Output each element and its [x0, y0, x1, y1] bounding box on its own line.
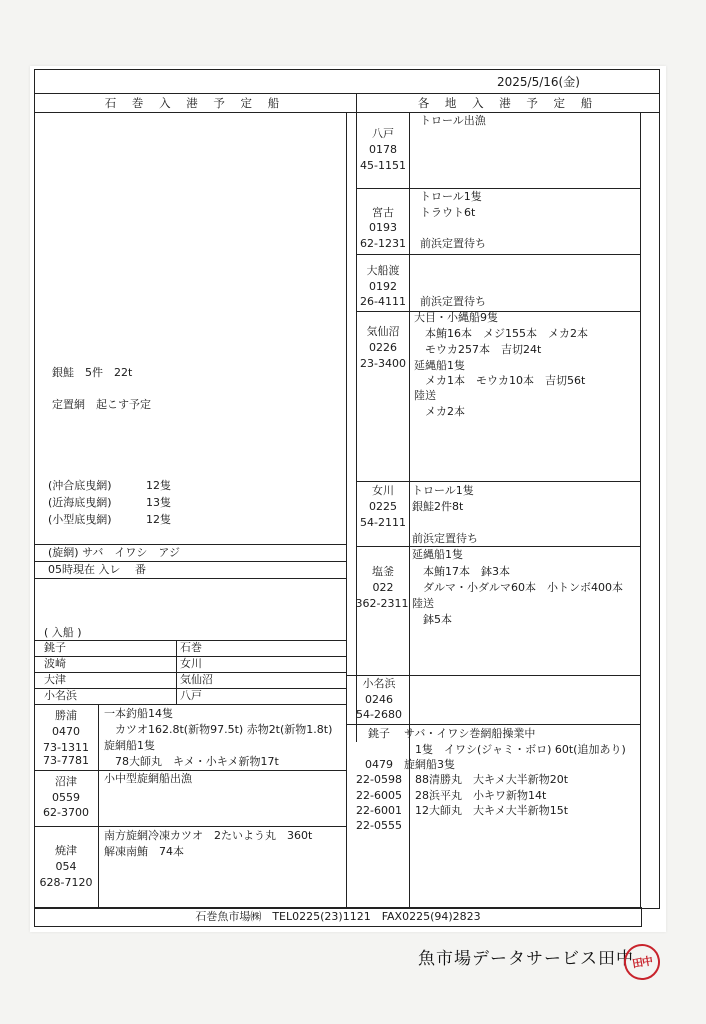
shiogama-line: ダルマ・小ダルマ60本 小トンボ400本 [412, 581, 623, 594]
kesennuma-line: メカ1本 モウカ10本 吉切56t [414, 374, 586, 387]
region-tel-choshi: 22-6005 [356, 789, 402, 802]
region-name-ofunato: 大船渡 [366, 264, 400, 277]
choshi-line: 旋網船3隻 [404, 758, 455, 771]
line-region-label-split [409, 112, 410, 907]
port-code-katsuura: 0470 [52, 725, 80, 738]
region-tel-ofunato: 26-4111 [360, 295, 406, 308]
kesennuma-line: メカ2本 [414, 405, 465, 418]
grid-cell: 波崎 [44, 657, 66, 670]
line-header-bottom [34, 112, 660, 113]
teichiami-line: 定置網 起こす予定 [52, 398, 151, 411]
seal-stamp-text: 田中 [631, 954, 654, 971]
kesennuma-line: 大目・小縄船9隻 [414, 311, 498, 324]
region-tel-choshi: 22-0598 [356, 773, 402, 786]
katsuura-line: 旋網船1隻 [104, 739, 155, 752]
choshi-line: 12大師丸 大キメ大半新物15t [404, 804, 569, 817]
port-tel-yaizu: 628-7120 [39, 876, 93, 889]
region-code-kesennuma: 0226 [369, 341, 397, 354]
line-grid-split [176, 640, 177, 704]
yaizu-line: 解凍南鮪 74本 [104, 845, 184, 858]
trawl-label-2: (小型底曳網) [48, 513, 112, 526]
region-name-choshi: 銚子 [368, 727, 390, 740]
line-makiami-top [34, 544, 346, 545]
line-numazu-bottom [34, 826, 346, 827]
shiogama-line: 陸送 [412, 597, 434, 610]
katsuura-line: 78大師丸 キメ・小キメ新物17t [104, 755, 279, 768]
makiami-status: 05時現在 入レ 番 [48, 563, 146, 576]
miyako-line: トラウト6t [420, 206, 476, 219]
grid-cell: 銚子 [44, 641, 66, 654]
onagawa-line: トロール1隻 [412, 484, 474, 497]
line-grid-4 [34, 704, 346, 705]
region-tel-onahama: 54-2680 [356, 708, 402, 721]
line-region-0 [356, 188, 640, 189]
region-code-hachinohe: 0178 [369, 143, 397, 156]
choshi-line: 1隻 イワシ(ジャミ・ボロ) 60t(追加あり) [404, 743, 626, 756]
line-region-1 [356, 254, 640, 255]
katsuura-line: 一本釣船14隻 [104, 707, 173, 720]
kesennuma-line: モウカ257本 吉切24t [414, 343, 542, 356]
choshi-line: 88清勝丸 大キメ大半新物20t [404, 773, 569, 786]
line-katsuura-bottom [34, 770, 346, 771]
choshi-line: サバ・イワシ巻網船操業中 [404, 727, 536, 740]
grid-cell: 女川 [180, 657, 202, 670]
shiogama-line: 延縄船1隻 [412, 548, 463, 561]
port-tel-numazu: 62-3700 [43, 806, 89, 819]
onagawa-line: 銀鮭2件8t [412, 500, 464, 513]
line-region-5 [346, 675, 640, 676]
region-code-ofunato: 0192 [369, 280, 397, 293]
line-region-3 [356, 481, 640, 482]
trawl-count-1: 13隻 [146, 496, 171, 509]
trawl-label-0: (沖合底曳網) [48, 479, 112, 492]
nyusen-label: ( 入船 ) [44, 626, 82, 639]
line-left-right-border [346, 112, 347, 742]
region-tel-miyako: 62-1231 [360, 237, 406, 250]
region-name-onagawa: 女川 [372, 484, 394, 497]
yaizu-line: 南方旋網冷凍カツオ 2たいよう丸 360t [104, 829, 313, 842]
hachinohe-line: トロール出漁 [420, 114, 486, 127]
region-name-kesennuma: 気仙沼 [366, 325, 400, 338]
line-region-outer-left-2 [346, 742, 347, 907]
line-region-right [640, 112, 641, 907]
port-code-yaizu: 054 [55, 860, 77, 873]
port-name-numazu: 沼津 [55, 775, 77, 788]
shiogama-line: 本鮪17本 鉢3本 [412, 565, 510, 578]
trawl-count-2: 12隻 [146, 513, 171, 526]
region-name-hachinohe: 八戸 [372, 127, 394, 140]
port-tel2-katsuura: 73-7781 [43, 754, 89, 767]
ofunato-line: 前浜定置待ち [420, 295, 486, 308]
grid-cell: 大津 [44, 673, 66, 686]
region-code-miyako: 0193 [369, 221, 397, 234]
region-code-shiogama: 022 [372, 581, 394, 594]
port-code-numazu: 0559 [52, 791, 80, 804]
line-port-name-split [98, 704, 99, 907]
line-header-split [356, 93, 357, 112]
region-tel-shiogama: 362-2311 [355, 597, 409, 610]
region-tel-choshi: 22-6001 [356, 804, 402, 817]
onagawa-line: 前浜定置待ち [412, 532, 478, 545]
katsuura-line: カツオ162.8t(新物97.5t) 赤物2t(新物1.8t) [104, 723, 333, 736]
region-tel-kesennuma: 23-3400 [360, 357, 406, 370]
trawl-count-0: 12隻 [146, 479, 171, 492]
ginzake-line: 銀鮭 5件 22t [52, 366, 133, 379]
line-region-2 [356, 311, 640, 312]
grid-cell: 気仙沼 [180, 673, 213, 686]
shiogama-line: 鉢5本 [412, 613, 452, 626]
region-tel-choshi: 22-0555 [356, 819, 402, 832]
kesennuma-line: 本鮪16本 メジ155本 メカ2本 [414, 327, 588, 340]
line-date-bottom [34, 93, 660, 94]
line-makiami-bottom [34, 578, 346, 579]
left-header: 石 巻 入 港 予 定 船 [104, 96, 286, 110]
grid-cell: 石巻 [180, 641, 202, 654]
port-tel-katsuura: 73-1311 [43, 741, 89, 754]
region-tel-onagawa: 54-2111 [360, 516, 406, 529]
miyako-line: トロール1隻 [420, 190, 482, 203]
region-code-onagawa: 0225 [369, 500, 397, 513]
kesennuma-line: 延縄船1隻 [414, 359, 465, 372]
line-makiami-mid [34, 561, 346, 562]
line-region-4 [356, 546, 640, 547]
makiami-title: (旋網) サバ イワシ アジ [48, 546, 180, 559]
miyako-line: 前浜定置待ち [420, 237, 486, 250]
line-region-outer-left [356, 112, 357, 742]
trawl-label-1: (近海底曳網) [48, 496, 112, 509]
report-date: 2025/5/16(金) [497, 75, 580, 89]
line-region-6 [346, 724, 640, 725]
port-name-katsuura: 勝浦 [55, 709, 77, 722]
footer-contact: 石巻魚市場㈱ TEL0225(23)1121 FAX0225(94)2823 [195, 910, 481, 923]
region-tel-hachinohe: 45-1151 [360, 159, 406, 172]
right-header: 各 地 入 港 予 定 船 [417, 96, 599, 110]
port-name-yaizu: 焼津 [55, 844, 77, 857]
grid-cell: 小名浜 [44, 689, 77, 702]
region-code-choshi: 0479 [365, 758, 393, 771]
region-name-shiogama: 塩釜 [372, 565, 394, 578]
choshi-line: 28浜平丸 小キワ新物14t [404, 789, 547, 802]
region-code-onahama: 0246 [365, 693, 393, 706]
kesennuma-line: 陸送 [414, 389, 436, 402]
numazu-line: 小中型旋網船出漁 [104, 772, 192, 785]
region-name-onahama: 小名浜 [362, 677, 396, 690]
grid-cell: 八戸 [180, 689, 202, 702]
handwritten-note: 魚市場データサービス田中 [418, 949, 634, 969]
region-name-miyako: 宮古 [372, 206, 394, 219]
